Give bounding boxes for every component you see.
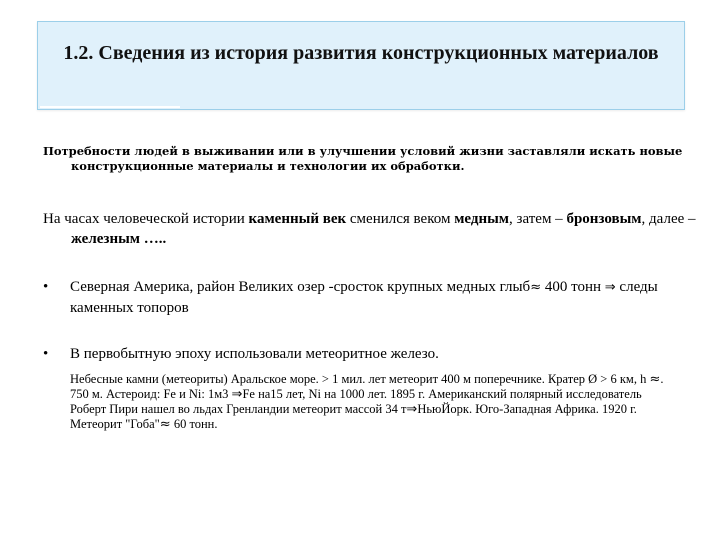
- ages-text-1: На часах человеческой истории: [43, 211, 249, 227]
- ages-text-4: , далее –: [641, 211, 696, 227]
- meteor-part-4: НьюЙорк. Юго-Западная Африка. 1920 г. Метеорит "Гоба": [70, 402, 637, 431]
- bullet-1-part-a: Северная Америка, район Великих озер -сросток крупных медных глыб: [70, 279, 531, 295]
- bronze-age: бронзовым: [566, 211, 642, 227]
- paragraph-needs: Потребности людей в выживании или в улучшении условий жизни заставляли искать новые конструкционные материалы и технологии их обработки.: [43, 144, 683, 173]
- approx-icon: ≈: [649, 372, 661, 387]
- title-box: [37, 21, 685, 110]
- bullet-marker: •: [43, 279, 49, 295]
- slide-title: 1.2. Сведения из история развития конструкционных материалов: [63, 42, 659, 64]
- copper-age: медным: [454, 211, 510, 227]
- meteorites-note: [70, 372, 670, 432]
- implies-arrow-icon: ⇒: [406, 402, 418, 417]
- bullet-primitive-era: [43, 344, 683, 364]
- ages-text-3: , затем –: [509, 211, 567, 227]
- meteor-part-2: . 750 м. Астероид: Fe и Ni: 1м3: [70, 372, 664, 401]
- ages-text-2: сменился веком: [346, 211, 455, 227]
- title-decoration: [40, 106, 180, 108]
- approx-icon: ≈: [530, 280, 542, 295]
- bullet-marker: •: [43, 346, 49, 362]
- stone-age: каменный век: [248, 211, 347, 227]
- bullet-north-america: [43, 277, 683, 318]
- meteor-part-3: Fe на15 лет, Ni на 1000 лет. 1895 г. Американский полярный исследователь Роберт Пири нашел во льдах Гренландии метеорит массой 34 т: [70, 387, 642, 416]
- approx-icon: ≈: [159, 417, 171, 432]
- implies-arrow-icon: ⇒: [231, 387, 243, 402]
- meteor-part-1: Небесные камни (метеориты) Аральское море. > 1 мил. лет метеорит 400 м поперечнике. Кратер Ø > 6 км, h: [70, 372, 650, 386]
- bullet-text-primitive-era: В первобытную эпоху использовали метеоритное железо.: [70, 346, 439, 362]
- paragraph-ages: [43, 209, 711, 249]
- meteor-part-5: 60 тонн.: [170, 417, 218, 431]
- bullet-text-north-america: [70, 277, 683, 318]
- bullet-1-part-b: 400 тонн: [541, 279, 605, 295]
- iron-age: железным: [71, 231, 141, 247]
- implies-arrow-icon: ⇒: [604, 280, 616, 295]
- ages-ellipsis: …..: [140, 231, 167, 247]
- bullet-1-part-c: следы каменных топоров: [70, 279, 658, 316]
